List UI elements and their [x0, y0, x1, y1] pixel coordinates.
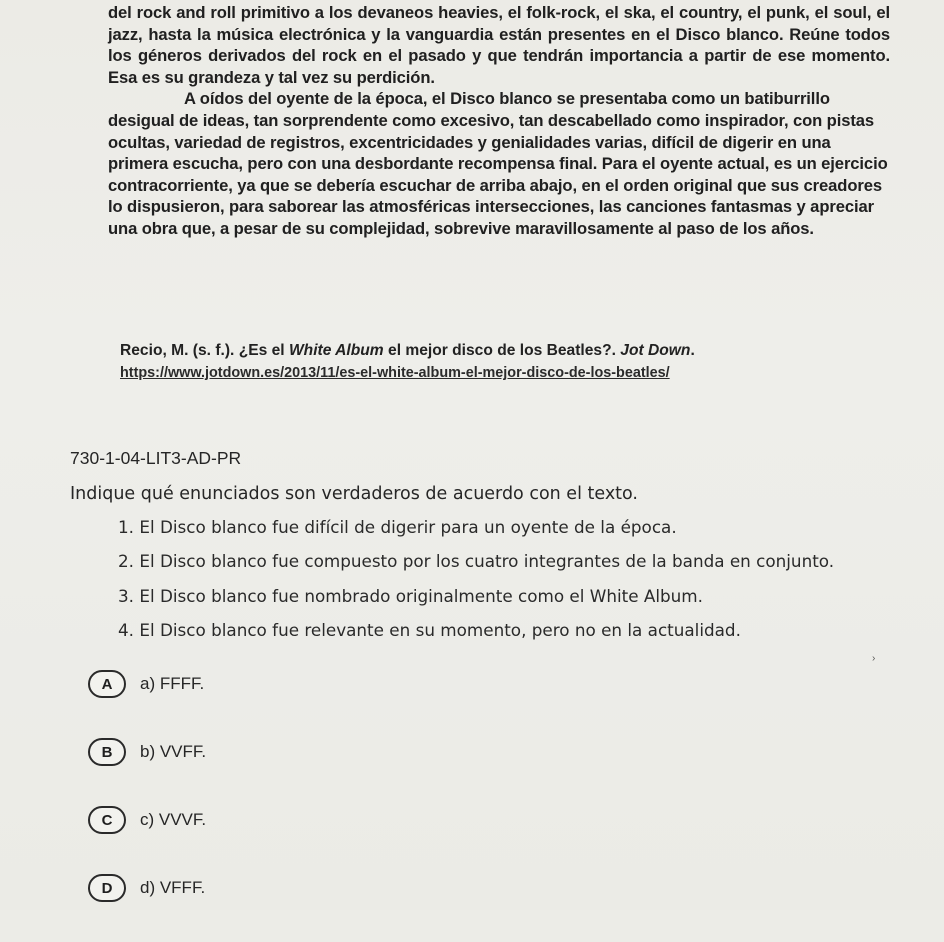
option-letter-badge[interactable]: C [88, 806, 126, 834]
passage-paragraph-1: del rock and roll primitivo a los devaneos heavies, el folk-rock, el ska, el country, el punk, el soul, el jazz, hasta la música electrónica y la vanguardia están presentes en el Disco blanco. Reúne todos los géneros derivados del rock en el pasado y que tendrán importancia a partir de ese momento. Esa es su grandeza y tal vez su perdición. [108, 3, 890, 87]
citation-author: Recio, M. (s. f.). ¿Es el [120, 342, 289, 359]
answer-option-a[interactable] [88, 670, 488, 738]
source-citation [120, 340, 900, 384]
option-letter-badge[interactable]: A [88, 670, 126, 698]
answer-option-d[interactable] [88, 874, 488, 942]
question-prompt: Indique qué enunciados son verdaderos de acuerdo con el texto. [70, 484, 638, 504]
statement-item-4: 4. El Disco blanco fue relevante en su momento, pero no en la actualidad. [118, 619, 741, 640]
option-text: c) VVVF. [140, 810, 207, 829]
answer-options [88, 670, 488, 942]
citation-end: . [690, 342, 695, 359]
statement-item-2: 2. El Disco blanco fue compuesto por los cuatro integrantes de la banda en conjunto. [118, 551, 835, 572]
citation-reference [120, 340, 900, 362]
statement-item-3: 3. El Disco blanco fue nombrado originalmente como el White Album. [118, 585, 703, 606]
option-text: a) FFFF. [140, 674, 205, 693]
citation-publication: Jot Down [620, 342, 691, 359]
answer-option-b[interactable] [88, 738, 488, 806]
citation-url-link[interactable]: https://www.jotdown.es/2013/11/es-el-white-album-el-mejor-disco-de-los-beatles/ [120, 365, 670, 381]
citation-album-title: White Album [288, 342, 384, 359]
reading-passage [108, 2, 890, 240]
statement-list [118, 516, 928, 653]
passage-paragraph-2: A oídos del oyente de la época, el Disco blanco se presentaba como un batiburrillo desigual de ideas, tan sorprendente como excesivo, tan descabellado como inspirador, con pistas ocultas, variedad de registros, excentricidades y genialidades varias, difícil de digerir en una primera escucha, pero con una desbordante recompensa final. Para el oyente actual, es un ejercicio contracorriente, ya que se debería escuchar de arriba abajo, en el orden original que sus creadores lo dispusieron, para saborear las atmosféricas intersecciones, las canciones fantasmas y apreciar una obra que, a pesar de su complejidad, sobrevive maravillosamente al paso de los años. [108, 89, 888, 238]
statement-item-1: 1. El Disco blanco fue difícil de digerir para un oyente de la época. [118, 517, 677, 537]
answer-option-c[interactable] [88, 806, 488, 874]
option-letter-badge[interactable]: D [88, 874, 126, 902]
stray-mark: › [872, 653, 876, 664]
question-code: 730-1-04-LIT3-AD-PR [70, 448, 242, 468]
option-letter-badge[interactable]: B [88, 738, 126, 766]
citation-article-title: el mejor disco de los Beatles?. [383, 342, 621, 359]
option-text: b) VVFF. [140, 742, 207, 761]
option-text: d) VFFF. [140, 878, 206, 897]
